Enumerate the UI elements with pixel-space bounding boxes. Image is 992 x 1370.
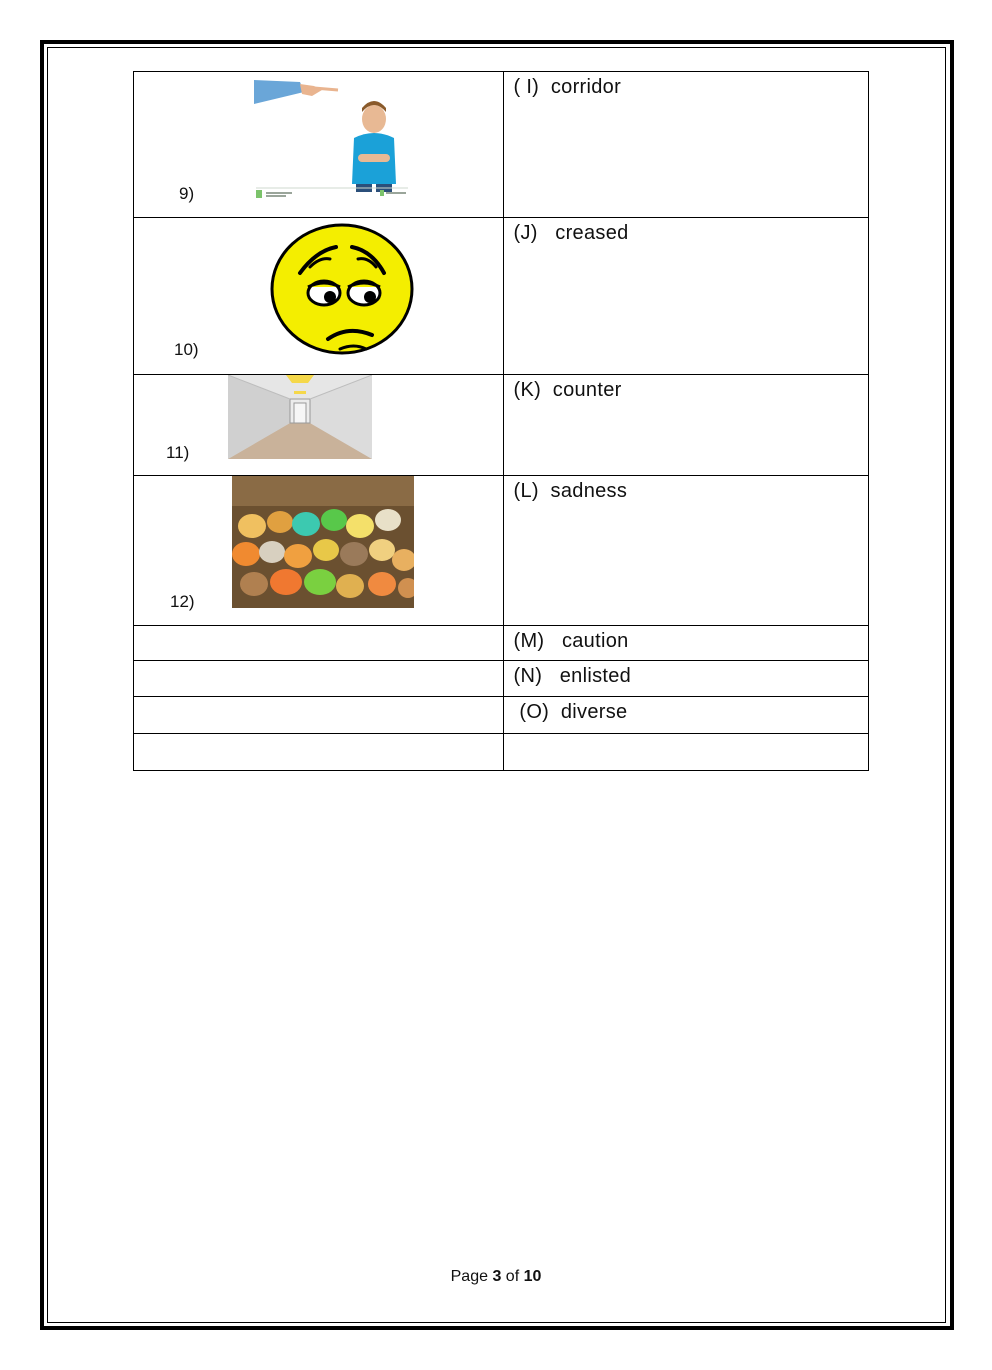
footer-total-pages: 10 bbox=[523, 1268, 542, 1285]
table-row bbox=[134, 72, 869, 218]
table-row bbox=[134, 697, 869, 734]
question-number: 9) bbox=[179, 184, 195, 203]
boy-pointing-picture bbox=[252, 74, 412, 202]
matching-table bbox=[133, 71, 869, 771]
question-number: 11) bbox=[166, 443, 190, 462]
option-cell bbox=[503, 626, 869, 661]
option-label: (O) diverse bbox=[513, 701, 628, 723]
corridor-picture bbox=[228, 375, 372, 459]
table-row bbox=[134, 661, 869, 697]
option-cell bbox=[503, 661, 869, 697]
colored-chicks-picture bbox=[232, 476, 414, 608]
option-cell bbox=[503, 218, 869, 375]
picture-cell bbox=[134, 72, 504, 218]
picture-cell bbox=[134, 375, 504, 476]
sad-face-picture bbox=[268, 221, 416, 357]
table-row bbox=[134, 218, 869, 375]
option-label: (N) enlisted bbox=[513, 665, 632, 687]
question-number: 12) bbox=[170, 592, 195, 611]
footer-middle: of bbox=[501, 1268, 524, 1285]
picture-cell bbox=[134, 218, 504, 375]
option-label: ( I) corridor bbox=[513, 76, 622, 98]
question-number: 10) bbox=[174, 340, 199, 359]
footer-current-page: 3 bbox=[492, 1268, 502, 1285]
empty-cell bbox=[134, 697, 504, 734]
option-label: (M) caution bbox=[513, 630, 629, 652]
footer-prefix: Page bbox=[450, 1268, 493, 1285]
option-label: (L) sadness bbox=[513, 480, 628, 502]
empty-cell bbox=[134, 661, 504, 697]
empty-cell bbox=[134, 734, 504, 771]
option-cell bbox=[503, 72, 869, 218]
option-label: (K) counter bbox=[513, 379, 622, 401]
table-row bbox=[134, 476, 869, 626]
table-row bbox=[134, 626, 869, 661]
table-row bbox=[134, 734, 869, 771]
empty-cell bbox=[503, 734, 869, 771]
option-cell bbox=[503, 697, 869, 734]
picture-cell bbox=[134, 476, 504, 626]
table-row bbox=[134, 375, 869, 476]
empty-cell bbox=[134, 626, 504, 661]
option-cell bbox=[503, 375, 869, 476]
option-label: (J) creased bbox=[513, 222, 629, 244]
page-footer bbox=[0, 1268, 992, 1286]
option-cell bbox=[503, 476, 869, 626]
